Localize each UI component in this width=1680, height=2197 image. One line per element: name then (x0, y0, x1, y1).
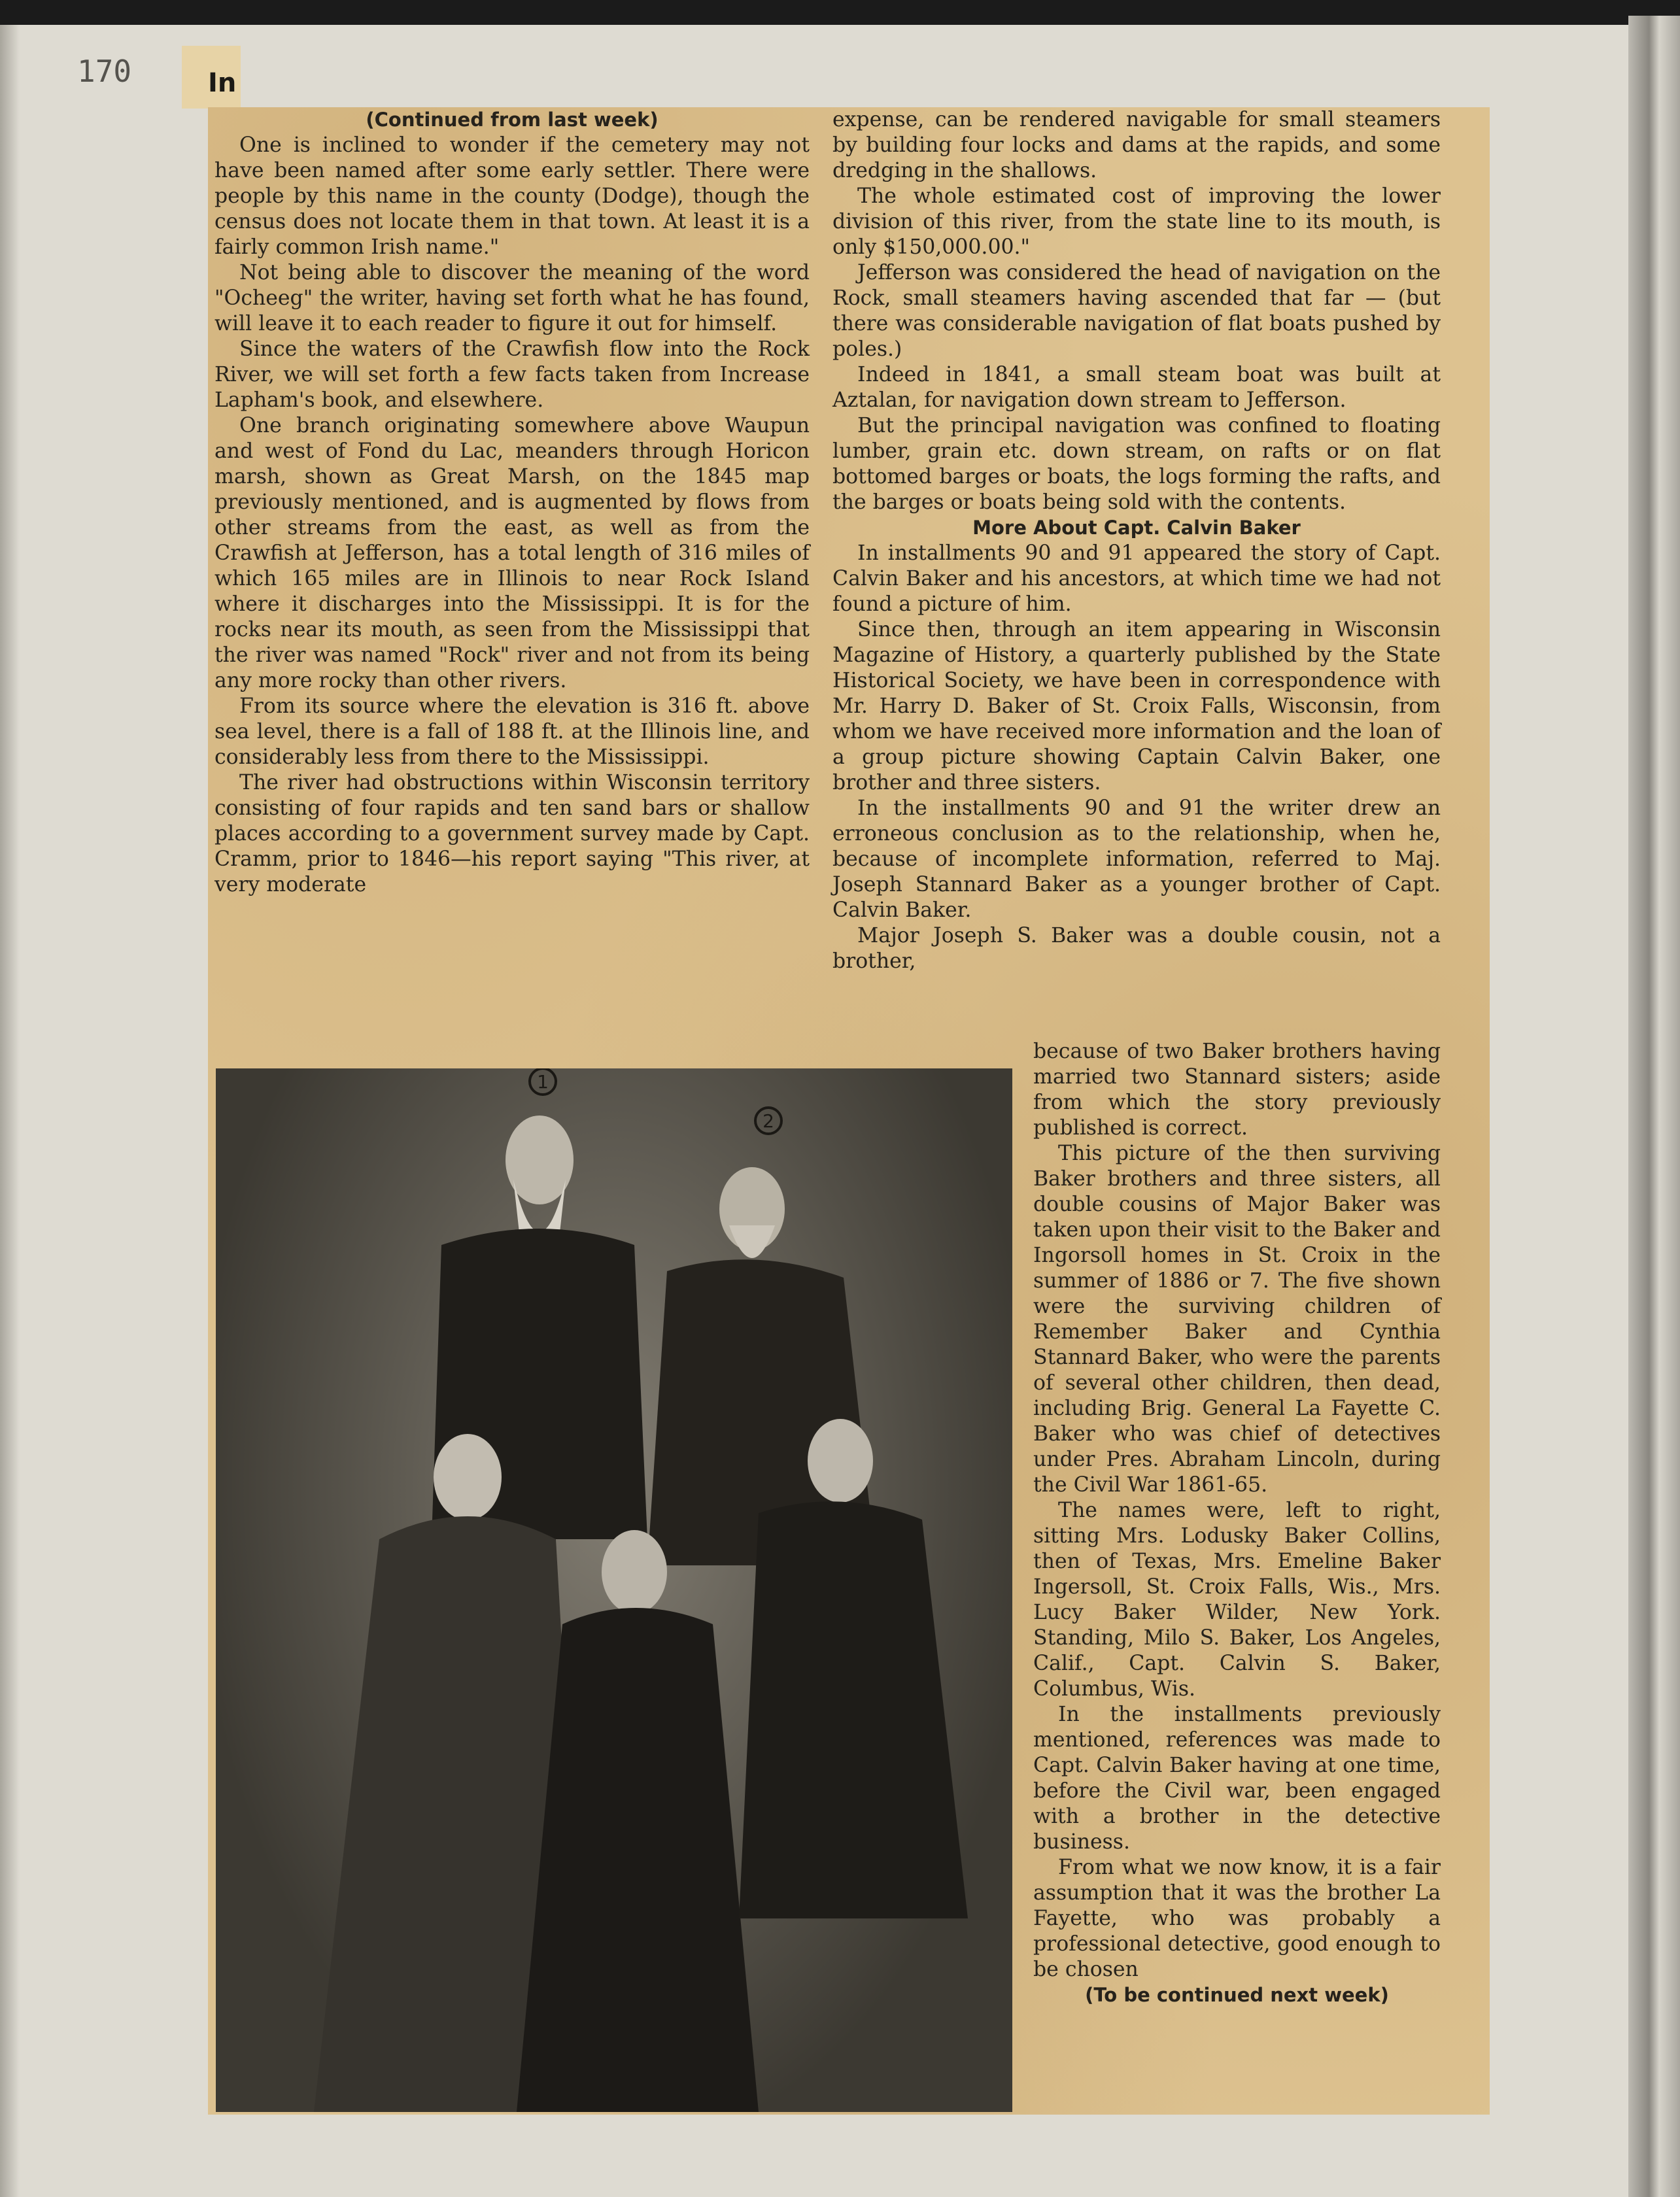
marker-2-label: 2 (763, 1110, 774, 1132)
continued-footer: (To be continued next week) (1085, 1984, 1389, 2006)
continued-heading: (Continued from last week) (366, 109, 659, 131)
binding-gutter (0, 25, 20, 2197)
subheading: More About Capt. Calvin Baker (972, 517, 1301, 539)
paragraph: In installments 90 and 91 appeared the story of Capt. Calvin Baker and his ancestors, at which time we had not found a picture of him. (832, 541, 1441, 616)
seated-woman-3-body (739, 1501, 968, 1918)
paragraph: In the installments 90 and 91 the writer drew an erroneous conclusion as to the relationship, when he, because of incomplete information, referred to Maj. Joseph Stannard Baker as a younger brother of Capt. Calvin Baker. (832, 796, 1441, 922)
newspaper-clipping (208, 107, 1490, 2115)
paragraph: Indeed in 1841, a small steam boat was built at Aztalan, for navigation down stream to Jefferson. (832, 363, 1441, 412)
paragraph: Since then, through an item appearing in Wisconsin Magazine of History, a quarterly published by the State Historical Society, we have been in correspondence with Mr. Harry D. Baker of St. Croix Falls, Wisconsin, from whom we have received more information and the loan of a group picture showing Captain Calvin Baker, one brother and three sisters. (832, 618, 1441, 794)
seated-woman-3-head (808, 1419, 873, 1503)
page-number: 170 (77, 54, 132, 89)
paragraph: Major Joseph S. Baker was a double cousin, not a brother, (832, 924, 1441, 973)
paragraph: The river had obstructions within Wisconsin territory consisting of four rapids and ten sand bars or shallow places according to a government survey made by Capt. Cramm, prior to 1846—his report saying "This river, at very moderate (214, 771, 810, 896)
paragraph: Not being able to discover the meaning of the word "Ocheeg" the writer, having set forth what he has found, will leave it to each reader to figure it out for himself. (214, 261, 810, 335)
photograph-figures (216, 1068, 1012, 2112)
index-tab-label: In (208, 68, 237, 98)
paragraph: The whole estimated cost of improving the lower division of this river, from the state line to its mouth, is only $150,000.00." (832, 184, 1441, 259)
paragraph: One is inclined to wonder if the cemetery may not have been named after some early settler. There were people by this name in the county (Dodge), though the census does not locate them in that town. At least it is a fairly common Irish name." (214, 133, 810, 259)
paragraph: because of two Baker brothers having married two Stannard sisters; aside from which the story previously published is correct. (1033, 1040, 1441, 1140)
paragraph: From its source where the elevation is 316 ft. above sea level, there is a fall of 188 ft. at the Illinois line, and considerably less from there to the Mississippi. (214, 694, 810, 769)
left-column (214, 107, 810, 898)
standing-man-2-beard (729, 1225, 775, 1258)
paragraph: From what we now know, it is a fair assumption that it was the brother La Fayette, who was probably a professional detective, good enough to be chosen (1033, 1856, 1441, 1981)
paragraph: The names were, left to right, sitting Mrs. Lodusky Baker Collins, then of Texas, Mrs. Emeline Baker Ingersoll, St. Croix Falls, Wis., Mrs. Lucy Baker Wilder, New York. Standing, Milo S. Baker, Los Angeles, Calif., Capt. Calvin S. Baker, Columbus, Wis. (1033, 1499, 1441, 1701)
right-column (832, 107, 1441, 974)
right-column-wrap (1033, 1039, 1441, 2008)
seated-woman-1-head (434, 1434, 502, 1520)
paragraph: In the installments previously mentioned, references was made to Capt. Calvin Baker having at one time, before the Civil war, been engaged with a brother in the detective business. (1033, 1703, 1441, 1854)
group-photograph (216, 1068, 1012, 2112)
paragraph: Since the waters of the Crawfish flow into the Rock River, we will set forth a few facts taken from Increase Lapham's book, and elsewhere. (214, 337, 810, 412)
paragraph: expense, can be rendered navigable for small steamers by building four locks and dams at the rapids, and some dredging in the shallows. (832, 108, 1441, 182)
paragraph: This picture of the then surviving Baker brothers and three sisters, all double cousins of Major Baker was taken upon their visit to the Baker and Ingorsoll homes in St. Croix in the summer of 1886 or 7. The five shown were the surviving children of Remember Baker and Cynthia Stannard Baker, who were the parents of several other children, then dead, including Brig. General La Fayette C. Baker who was chief of detectives under Pres. Abraham Lincoln, during the Civil War 1861-65. (1033, 1142, 1441, 1497)
paragraph: But the principal navigation was confined to floating lumber, grain etc. down stream, on rafts or on flat bottomed barges or boats, the logs forming the rafts, and the barges or boats being sold with the contents. (832, 414, 1441, 514)
paragraph: One branch originating somewhere above Waupun and west of Fond du Lac, meanders through Horicon marsh, shown as Great Marsh, on the 1845 map previously mentioned, and is augmented by flows from other streams from the east, as well as from the Crawfish at Jefferson, has a total length of 316 miles of which 165 miles are in Illinois to near Rock Island where it discharges into the Mississippi. It is for the rocks near its mouth, as seen from the Mississippi that the river was named "Rock" river and not from its being any more rocky than other rivers. (214, 414, 810, 692)
paragraph: Jefferson was considered the head of navigation on the Rock, small steamers having ascended that far — (but there was considerable navigation of flat boats pushed by poles.) (832, 261, 1441, 361)
marker-1-label: 1 (537, 1071, 549, 1093)
page-edge (1628, 16, 1680, 2197)
seated-woman-2-head (602, 1530, 667, 1614)
